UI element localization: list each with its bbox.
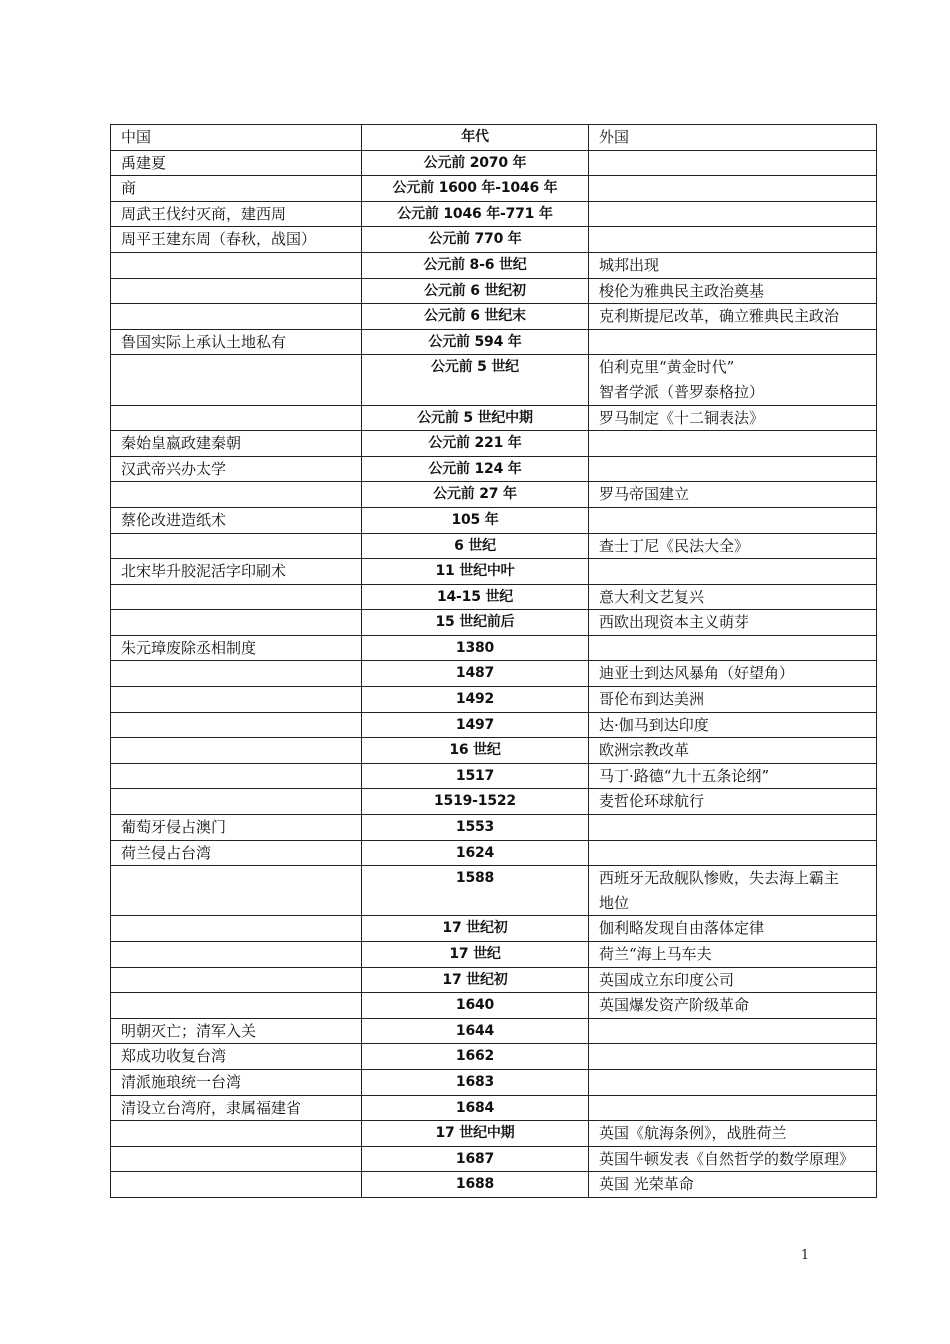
cell-year: 1492 xyxy=(362,687,589,713)
foreign-event-line: 达·伽马到达印度 xyxy=(599,715,709,734)
table-row xyxy=(111,635,877,661)
cell-year: 6 世纪 xyxy=(362,533,589,559)
cell-year: 公元前 6 世纪初 xyxy=(362,278,589,304)
cell-foreign-event xyxy=(589,431,877,457)
cell-year: 1380 xyxy=(362,635,589,661)
cell-china-event xyxy=(111,866,362,916)
cell-year: 1662 xyxy=(362,1044,589,1070)
cell-year: 1683 xyxy=(362,1069,589,1095)
cell-foreign-event xyxy=(589,304,877,330)
table-row xyxy=(111,1146,877,1172)
cell-china-event xyxy=(111,482,362,508)
header-china: 中国 xyxy=(111,125,362,151)
cell-foreign-event xyxy=(589,967,877,993)
cell-china-event xyxy=(111,1172,362,1198)
foreign-event-line: 西欧出现资本主义萌芽 xyxy=(599,613,750,632)
table-row xyxy=(111,840,877,866)
foreign-event-line: 罗马制定《十二铜表法》 xyxy=(599,408,765,427)
cell-foreign-event xyxy=(589,815,877,841)
cell-china-event xyxy=(111,252,362,278)
table-row xyxy=(111,993,877,1019)
cell-year: 105 年 xyxy=(362,507,589,533)
table-row xyxy=(111,789,877,815)
cell-foreign-event xyxy=(589,227,877,253)
foreign-event-line: 意大利文艺复兴 xyxy=(599,587,705,606)
cell-china-event: 朱元璋废除丞相制度 xyxy=(111,635,362,661)
cell-china-event xyxy=(111,916,362,942)
cell-foreign-event xyxy=(589,456,877,482)
table-row xyxy=(111,1069,877,1095)
cell-china-event: 周平王建东周（春秋，战国） xyxy=(111,227,362,253)
cell-foreign-event xyxy=(589,329,877,355)
table-row xyxy=(111,482,877,508)
table-row xyxy=(111,278,877,304)
cell-foreign-event xyxy=(589,1172,877,1198)
cell-foreign-event xyxy=(589,763,877,789)
foreign-event-line: 罗马帝国建立 xyxy=(599,485,690,504)
header-foreign: 外国 xyxy=(589,125,877,151)
foreign-event-line: 麦哲伦环球航行 xyxy=(599,792,705,811)
foreign-event-line: 智者学派（普罗泰格拉） xyxy=(599,382,765,401)
table-row xyxy=(111,533,877,559)
cell-china-event: 明朝灭亡；清军入关 xyxy=(111,1018,362,1044)
cell-china-event xyxy=(111,967,362,993)
table-row xyxy=(111,738,877,764)
cell-year: 公元前 27 年 xyxy=(362,482,589,508)
table-row xyxy=(111,176,877,202)
table-row xyxy=(111,866,877,916)
cell-foreign-event xyxy=(589,584,877,610)
cell-china-event xyxy=(111,687,362,713)
foreign-event-line: 英国牛顿发表《自然哲学的数学原理》 xyxy=(599,1149,855,1168)
table-row xyxy=(111,1172,877,1198)
cell-china-event: 鲁国实际上承认土地私有 xyxy=(111,329,362,355)
table-row xyxy=(111,355,877,405)
table-row xyxy=(111,1018,877,1044)
cell-year: 1687 xyxy=(362,1146,589,1172)
cell-year: 1487 xyxy=(362,661,589,687)
cell-year: 公元前 8-6 世纪 xyxy=(362,252,589,278)
cell-foreign-event xyxy=(589,1044,877,1070)
cell-foreign-event xyxy=(589,1069,877,1095)
timeline-table-body xyxy=(111,125,877,1198)
cell-china-event: 郑成功收复台湾 xyxy=(111,1044,362,1070)
cell-china-event xyxy=(111,405,362,431)
table-row xyxy=(111,405,877,431)
table-row xyxy=(111,942,877,968)
cell-year: 17 世纪初 xyxy=(362,916,589,942)
foreign-event-line: 城邦出现 xyxy=(599,255,660,274)
table-row xyxy=(111,584,877,610)
cell-foreign-event xyxy=(589,712,877,738)
cell-foreign-event xyxy=(589,610,877,636)
cell-year: 1497 xyxy=(362,712,589,738)
cell-year: 17 世纪 xyxy=(362,942,589,968)
table-row xyxy=(111,456,877,482)
cell-foreign-event xyxy=(589,942,877,968)
cell-year: 1640 xyxy=(362,993,589,1019)
table-row xyxy=(111,661,877,687)
table-row xyxy=(111,1044,877,1070)
cell-year: 1519-1522 xyxy=(362,789,589,815)
cell-foreign-event xyxy=(589,559,877,585)
cell-year: 公元前 770 年 xyxy=(362,227,589,253)
table-row xyxy=(111,431,877,457)
cell-china-event xyxy=(111,789,362,815)
cell-foreign-event xyxy=(589,993,877,1019)
cell-china-event: 荷兰侵占台湾 xyxy=(111,840,362,866)
header-year: 年代 xyxy=(362,125,589,151)
cell-year: 1644 xyxy=(362,1018,589,1044)
cell-year: 1624 xyxy=(362,840,589,866)
cell-china-event: 周武王伐纣灭商，建西周 xyxy=(111,201,362,227)
cell-foreign-event xyxy=(589,1121,877,1147)
cell-foreign-event xyxy=(589,150,877,176)
foreign-event-line: 梭伦为雅典民主政治奠基 xyxy=(599,281,765,300)
foreign-event-line: 伽利略发现自由落体定律 xyxy=(599,919,765,938)
table-row xyxy=(111,1095,877,1121)
foreign-event-line: 西班牙无敌舰队惨败，失去海上霸主 xyxy=(599,869,840,888)
foreign-event-line: 英国成立东印度公司 xyxy=(599,970,735,989)
foreign-event-line: 欧洲宗教改革 xyxy=(599,741,690,760)
cell-year: 1517 xyxy=(362,763,589,789)
foreign-event-line: 英国爆发资产阶级革命 xyxy=(599,996,750,1015)
table-row xyxy=(111,507,877,533)
table-row xyxy=(111,967,877,993)
foreign-event-line: 马丁·路德“九十五条论纲” xyxy=(599,766,770,785)
cell-foreign-event xyxy=(589,789,877,815)
foreign-event-line: 伯利克里“黄金时代” xyxy=(599,358,735,377)
cell-china-event: 汉武帝兴办太学 xyxy=(111,456,362,482)
table-row xyxy=(111,610,877,636)
cell-china-event xyxy=(111,1121,362,1147)
cell-china-event: 秦始皇嬴政建秦朝 xyxy=(111,431,362,457)
cell-year: 公元前 5 世纪 xyxy=(362,355,589,405)
cell-foreign-event xyxy=(589,278,877,304)
cell-year: 16 世纪 xyxy=(362,738,589,764)
cell-china-event xyxy=(111,738,362,764)
cell-foreign-event xyxy=(589,355,877,405)
cell-foreign-event xyxy=(589,1018,877,1044)
cell-foreign-event xyxy=(589,687,877,713)
cell-foreign-event xyxy=(589,866,877,916)
cell-year: 17 世纪初 xyxy=(362,967,589,993)
cell-year: 1588 xyxy=(362,866,589,916)
page-number: 1 xyxy=(800,1248,810,1263)
cell-foreign-event xyxy=(589,482,877,508)
cell-china-event xyxy=(111,942,362,968)
cell-china-event: 北宋毕升胶泥活字印刷术 xyxy=(111,559,362,585)
table-row xyxy=(111,916,877,942)
cell-foreign-event xyxy=(589,738,877,764)
table-row xyxy=(111,304,877,330)
table-row xyxy=(111,150,877,176)
table-row xyxy=(111,712,877,738)
cell-year: 1688 xyxy=(362,1172,589,1198)
foreign-event-line: 荷兰“海上马车夫 xyxy=(599,945,712,963)
foreign-event-line: 克利斯提尼改革，确立雅典民主政治 xyxy=(599,307,840,326)
table-row xyxy=(111,252,877,278)
table-row xyxy=(111,687,877,713)
cell-year: 17 世纪中期 xyxy=(362,1121,589,1147)
foreign-event-line: 迪亚士到达风暴角（好望角） xyxy=(599,664,795,683)
foreign-event-line: 英国《航海条例》，战胜荷兰 xyxy=(599,1124,787,1143)
cell-china-event xyxy=(111,610,362,636)
cell-china-event xyxy=(111,712,362,738)
cell-foreign-event xyxy=(589,533,877,559)
cell-china-event xyxy=(111,993,362,1019)
cell-foreign-event xyxy=(589,405,877,431)
cell-foreign-event xyxy=(589,635,877,661)
cell-year: 公元前 5 世纪中期 xyxy=(362,405,589,431)
cell-year: 公元前 2070 年 xyxy=(362,150,589,176)
table-row xyxy=(111,1121,877,1147)
table-row xyxy=(111,329,877,355)
table-row xyxy=(111,201,877,227)
table-row xyxy=(111,815,877,841)
cell-year: 15 世纪前后 xyxy=(362,610,589,636)
cell-china-event: 禹建夏 xyxy=(111,150,362,176)
cell-china-event xyxy=(111,1146,362,1172)
table-row xyxy=(111,559,877,585)
cell-foreign-event xyxy=(589,1095,877,1121)
table-header-row xyxy=(111,125,877,151)
cell-foreign-event xyxy=(589,176,877,202)
cell-foreign-event xyxy=(589,507,877,533)
cell-china-event xyxy=(111,355,362,405)
foreign-event-line: 查士丁尼《民法大全》 xyxy=(599,536,750,555)
cell-year: 公元前 594 年 xyxy=(362,329,589,355)
cell-year: 公元前 221 年 xyxy=(362,431,589,457)
cell-china-event xyxy=(111,661,362,687)
cell-china-event: 葡萄牙侵占澳门 xyxy=(111,815,362,841)
foreign-event-line: 哥伦布到达美洲 xyxy=(599,690,705,709)
cell-year: 1553 xyxy=(362,815,589,841)
cell-year: 公元前 124 年 xyxy=(362,456,589,482)
cell-year: 公元前 6 世纪末 xyxy=(362,304,589,330)
cell-year: 1684 xyxy=(362,1095,589,1121)
cell-china-event xyxy=(111,584,362,610)
cell-foreign-event xyxy=(589,916,877,942)
timeline-table xyxy=(110,124,877,1198)
cell-china-event xyxy=(111,304,362,330)
cell-year: 14-15 世纪 xyxy=(362,584,589,610)
cell-foreign-event xyxy=(589,661,877,687)
cell-china-event: 清设立台湾府，隶属福建省 xyxy=(111,1095,362,1121)
table-row xyxy=(111,227,877,253)
cell-year: 11 世纪中叶 xyxy=(362,559,589,585)
cell-china-event: 清派施琅统一台湾 xyxy=(111,1069,362,1095)
cell-china-event xyxy=(111,278,362,304)
cell-year: 公元前 1600 年-1046 年 xyxy=(362,176,589,202)
cell-china-event: 蔡伦改进造纸术 xyxy=(111,507,362,533)
foreign-event-line: 地位 xyxy=(599,893,630,912)
foreign-event-line: 英国 光荣革命 xyxy=(599,1175,694,1194)
table-row xyxy=(111,763,877,789)
cell-china-event: 商 xyxy=(111,176,362,202)
cell-foreign-event xyxy=(589,252,877,278)
cell-foreign-event xyxy=(589,201,877,227)
cell-china-event xyxy=(111,763,362,789)
cell-china-event xyxy=(111,533,362,559)
cell-year: 公元前 1046 年-771 年 xyxy=(362,201,589,227)
cell-foreign-event xyxy=(589,1146,877,1172)
cell-foreign-event xyxy=(589,840,877,866)
